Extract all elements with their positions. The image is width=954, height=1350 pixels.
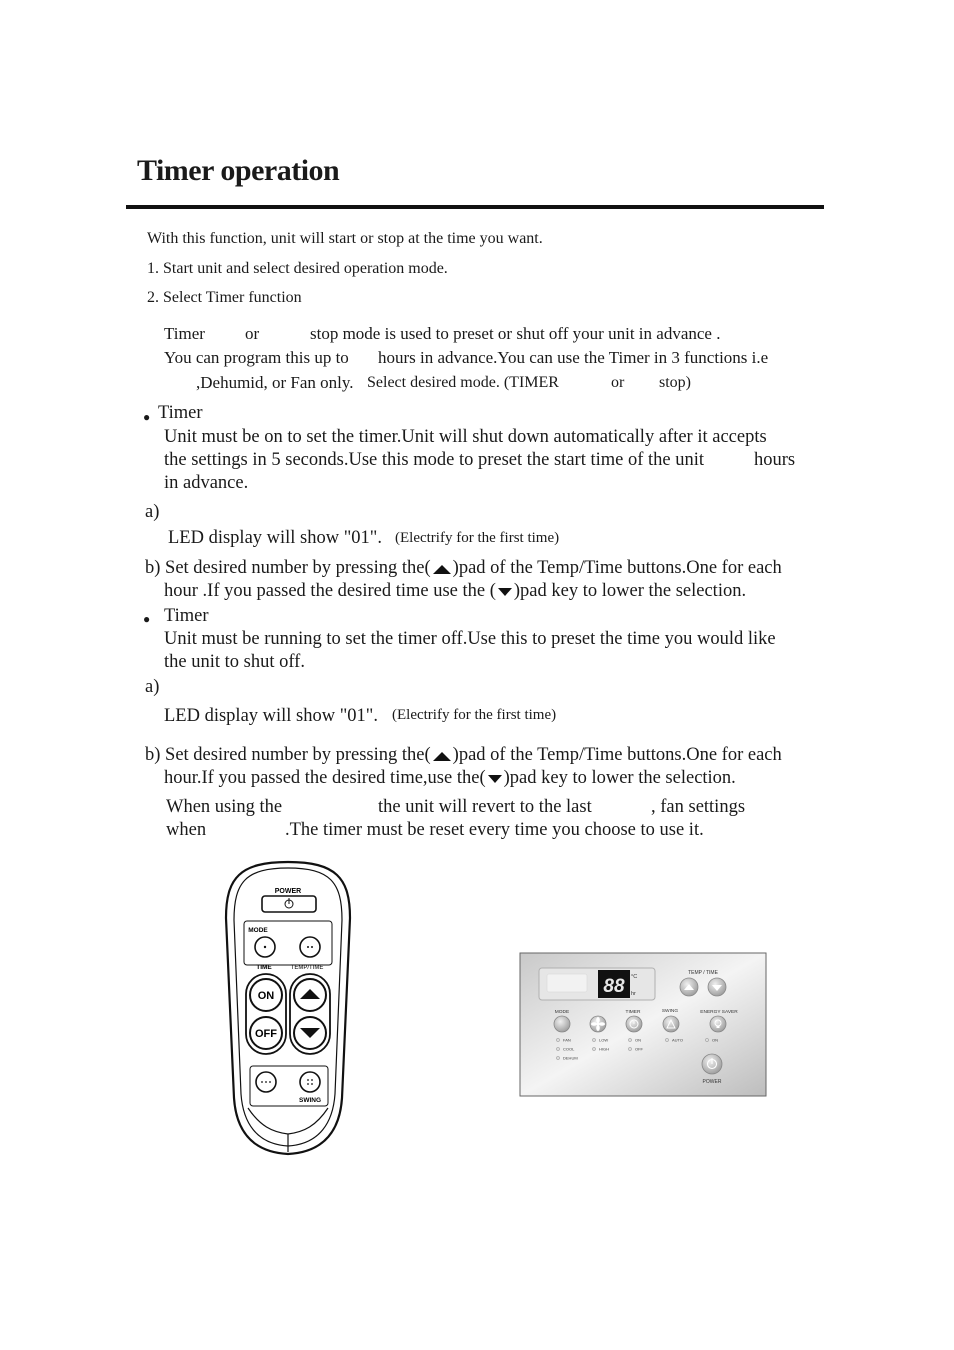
- panel-power-label: POWER: [702, 1079, 722, 1085]
- timer-on-para-3: in advance.: [164, 473, 249, 493]
- remote-fan-button[interactable]: [300, 937, 320, 957]
- panel-temp-time-label: TEMP / TIME: [688, 970, 718, 976]
- remote-swing-label: SWING: [298, 1097, 322, 1104]
- bullet: ●: [143, 612, 151, 626]
- desc-line3b: Select desired mode. (TIMER: [367, 374, 559, 391]
- panel-mode-label: MODE: [554, 1010, 570, 1015]
- up-arrow-icon: [431, 749, 453, 763]
- swing-auto-label: AUTO: [672, 1037, 684, 1043]
- timer-on-hours: hours: [754, 450, 796, 470]
- mode-cool-label: COOL: [563, 1046, 575, 1052]
- bullet: ●: [143, 410, 151, 424]
- remote-on-label: ON: [257, 990, 275, 1002]
- panel-timer-label: TIMER: [625, 1010, 641, 1015]
- timer-on-para-2: the settings in 5 seconds.Use this mode to preset the start time of the unit: [164, 450, 705, 470]
- step-2: 2. Select Timer function: [147, 289, 302, 306]
- fan-high-label: HIGH: [599, 1046, 609, 1052]
- down-arrow-icon: [486, 772, 504, 786]
- intro-line: With this function, unit will start or stop at the time you want.: [147, 230, 543, 247]
- desc-line2b: hours in advance.You can use the Timer in 3 functions i.e: [378, 348, 769, 367]
- desc-or: or: [245, 324, 260, 343]
- up-arrow-icon: [431, 562, 453, 576]
- timer-off-step-b2: hour.If you passed the desired time,use the( )pad key to lower the selection.: [164, 768, 736, 788]
- energy-saver-on-label: ON: [712, 1037, 718, 1043]
- panel-energy-saver-label: ENERGY SAVER: [700, 1010, 738, 1015]
- desc-line3a: ,Dehumid, or Fan only.: [196, 373, 354, 392]
- page-title: Timer operation: [137, 154, 340, 187]
- panel-swing-button[interactable]: [663, 1016, 679, 1032]
- remote-power-label: POWER: [274, 888, 302, 895]
- timer-on-para-1: Unit must be on to set the timer.Unit will shut down automatically after it accepts: [164, 427, 767, 447]
- led-digits: 88: [603, 976, 625, 997]
- timer-off-led: LED display will show "01".: [164, 706, 378, 726]
- fan-low-label: LOW: [599, 1037, 609, 1043]
- timer-on-step-b1: b) Set desired number by pressing the( )pad of the Temp/Time buttons.One for each: [145, 558, 782, 578]
- timer-off-para-2: the unit to shut off.: [164, 652, 305, 672]
- timer-on-step-a: a): [145, 502, 160, 522]
- timer-off-step-b1: b) Set desired number by pressing the( )pad of the Temp/Time buttons.One for each: [145, 745, 782, 765]
- desc-line1: stop mode is used to preset or shut off your unit in advance .: [310, 324, 721, 343]
- mode-dehum-label: DEHUM: [563, 1055, 578, 1061]
- panel-energy-saver-button[interactable]: [710, 1016, 726, 1032]
- note-line1c: , fan settings: [651, 797, 746, 817]
- remote-off-label: OFF: [255, 1028, 277, 1040]
- desc-line2a: You can program this up to: [164, 348, 349, 367]
- down-arrow-icon: [496, 585, 514, 599]
- desc-line3c: or: [611, 374, 625, 391]
- timer-off-heading: Timer: [164, 606, 209, 626]
- step-1: 1. Start unit and select desired operation mode.: [147, 260, 448, 277]
- note-line1b: the unit will revert to the last: [378, 797, 592, 817]
- remote-temp-time-label: TEMP/TIME: [290, 965, 324, 971]
- mode-fan-label: FAN: [563, 1037, 571, 1043]
- note-line2a: when: [166, 820, 207, 840]
- timer-off-para-1: Unit must be running to set the timer off.Use this to preset the time you would like: [164, 629, 776, 649]
- desc-line3d: stop): [659, 374, 691, 391]
- timer-on-heading: Timer: [158, 403, 203, 423]
- control-panel: [519, 952, 767, 1097]
- note-line1a: When using the: [166, 797, 283, 817]
- timer-off-label: OFF: [635, 1046, 643, 1052]
- unit-celsius: °C: [631, 974, 638, 980]
- desc-timer: Timer: [164, 324, 205, 343]
- remote-time-label: TIME: [256, 964, 272, 971]
- timer-on-step-b2: hour .If you passed the desired time use the ( )pad key to lower the selection.: [164, 581, 747, 601]
- timer-on-led: LED display will show "01".: [168, 528, 382, 548]
- unit-hours: hr: [631, 991, 636, 997]
- timer-on-led-note: (Electrify for the first time): [395, 530, 560, 546]
- remote-control: [220, 858, 356, 1160]
- remote-swing-button[interactable]: [300, 1072, 320, 1092]
- panel-swing-label: SWING: [661, 1009, 679, 1014]
- panel-mode-button[interactable]: [554, 1016, 570, 1032]
- title-divider: [126, 205, 824, 209]
- timer-off-led-note: (Electrify for the first time): [392, 707, 557, 723]
- timer-off-step-a: a): [145, 677, 160, 697]
- note-line2b: .The timer must be reset every time you choose to use it.: [285, 820, 704, 840]
- remote-mode-label: MODE: [248, 927, 268, 934]
- timer-on-label: ON: [635, 1037, 641, 1043]
